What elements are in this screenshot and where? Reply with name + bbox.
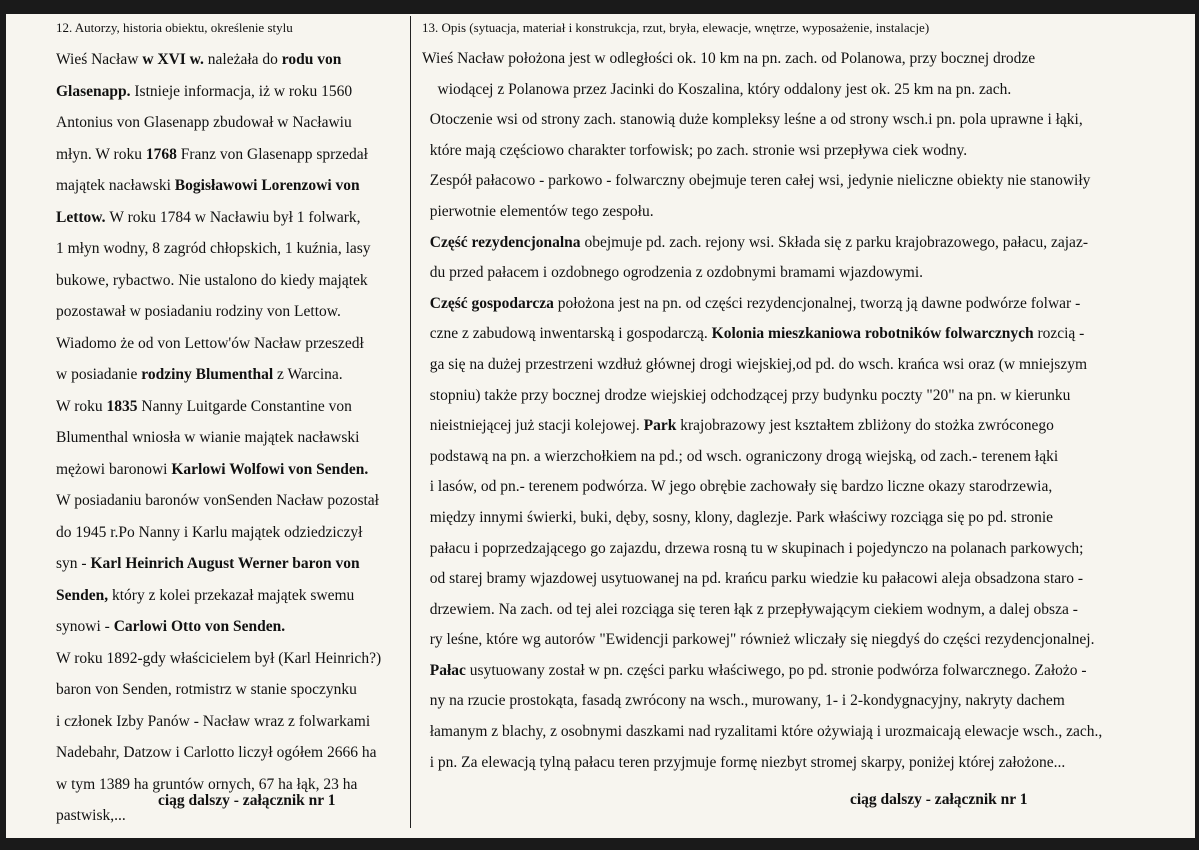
- history-text-run: Franz von Glasenapp sprzedał: [176, 145, 368, 163]
- description-text-run: ry leśne, które wg autorów "Ewidencji parkowej" również wliczały się niegdyś do części rezydencjonalnej.: [422, 631, 1095, 649]
- history-line: [56, 391, 406, 423]
- description-line: [422, 197, 1192, 228]
- history-emphasis: Karl Heinrich August Werner baron von: [90, 555, 360, 572]
- history-line: [56, 674, 406, 706]
- history-text-run: mężowi baronowi: [56, 460, 172, 478]
- description-text-run: ga się na dużej przestrzeni wzdłuż głównej drogi wiejskiej,od pd. do wsch. krańca wsi oraz (w mniejszym: [422, 355, 1088, 373]
- history-heading: 12. Autorzy, historia obiektu, określenie stylu: [56, 20, 293, 35]
- description-text-run: Zespół pałacowo - parkowo - folwarczny obejmuje teren całej wsi, jedynie nieliczne obiekty nie stanowiły: [422, 172, 1091, 190]
- history-line: [56, 328, 406, 360]
- history-line: [56, 706, 406, 738]
- description-line: [422, 228, 1192, 259]
- history-continuation-note: ciąg dalszy - załącznik nr 1: [158, 792, 336, 809]
- description-text-run: usytuowany został w pn. części parku właściwego, po pd. stronie podwórza folwarcznego. Założo -: [465, 661, 1087, 679]
- history-text-run: majątek nacławski: [56, 177, 175, 194]
- history-text-run: syn -: [56, 555, 91, 572]
- scan-border-left: [0, 0, 6, 850]
- description-line: [422, 166, 1192, 197]
- description-text-run: czne z zabudową inwentarską i gospodarczą.: [422, 325, 712, 343]
- description-line: [422, 534, 1192, 565]
- history-column: [56, 18, 406, 832]
- description-line: [422, 595, 1192, 626]
- history-text-run: pozostawał w posiadaniu rodziny von Lettow.: [56, 303, 341, 320]
- description-line: [422, 350, 1192, 381]
- history-text-run: Nanny Luitgarde Constantine von: [137, 397, 352, 415]
- history-text-run: synowi -: [56, 618, 114, 635]
- history-emphasis: rodziny Blumenthal: [141, 366, 274, 383]
- scan-border-right: [1195, 0, 1199, 850]
- history-text-run: W roku 1892-gdy właścicielem był (Karl Heinrich?): [56, 649, 382, 667]
- description-line: [422, 748, 1192, 779]
- description-text-run: i lasów, od pn.- terenem podwórza. W jego obrębie zachowały się bardzo liczne okazy starodrzewia,: [422, 478, 1053, 496]
- description-text-run: łamanym z blachy, z osobnymi daszkami nad ryzalitami które ożywiają i urozmaicają elewacje wsch., zach.,: [422, 723, 1103, 741]
- history-line: [56, 170, 406, 202]
- history-emphasis: Senden,: [56, 586, 109, 604]
- history-line: [56, 76, 406, 108]
- history-line: [56, 44, 406, 76]
- history-line: [56, 233, 406, 265]
- history-text-run: i członek Izby Panów - Nacław wraz z folwarkami: [56, 712, 371, 730]
- history-line: [56, 202, 406, 234]
- history-line: [56, 454, 406, 486]
- history-line: [56, 737, 406, 769]
- description-text-run: położona jest na pn. od części rezydencjonalnej, tworzą ją dawne podwórze folwar -: [553, 294, 1081, 312]
- description-line: [422, 381, 1192, 412]
- history-emphasis: Glasenapp.: [56, 82, 131, 100]
- description-line: [422, 442, 1192, 473]
- description-text-run: od starej bramy wjazdowej usytuowanej na pd. krańcu parku wiedzie ku pałacowi aleja obsadzona staro -: [422, 570, 1084, 588]
- description-emphasis: Pałac: [429, 661, 466, 679]
- history-text-run: Istnieje informacja, iż w roku 1560: [130, 82, 353, 100]
- history-text-run: z Warcina.: [273, 366, 343, 383]
- description-text-run: stopniu) także przy bocznej drodze wiejskiej odchodzącej przy budynku poczty "20" na pn. w kierunku: [422, 386, 1071, 404]
- history-emphasis: Lettow.: [56, 208, 106, 226]
- description-emphasis: Część gospodarcza: [429, 294, 554, 312]
- history-emphasis: 1768: [145, 145, 177, 163]
- description-line: [422, 105, 1192, 136]
- description-line: [422, 625, 1192, 656]
- history-line: [56, 517, 406, 549]
- description-text-run: Otoczenie wsi od strony zach. stanowią duże kompleksy leśne a od strony wsch.i pn. pola uprawne i łąki,: [422, 111, 1083, 129]
- description-column: [422, 18, 1192, 778]
- description-line: [422, 258, 1192, 289]
- description-text-run: pałacu i poprzedzającego go zajazdu, drzewa rosną tu w skupinach i pojedynczo na polanach parkowych;: [422, 539, 1084, 557]
- history-text-run: W roku 1784 w Nacławiu był 1 folwark,: [105, 208, 361, 226]
- history-line: [56, 611, 406, 643]
- description-text-run: [422, 234, 430, 251]
- history-text-run: Antonius von Glasenapp zbudował w Nacławiu: [56, 114, 352, 131]
- description-text-run: które mają częściowo charakter torfowisk; po zach. stronie wsi przepływa ciek wodny.: [422, 141, 968, 159]
- description-continuation-note: ciąg dalszy - załącznik nr 1: [850, 791, 1028, 808]
- description-line: [422, 472, 1192, 503]
- history-text: [56, 44, 406, 832]
- history-text-run: w tym 1389 ha gruntów ornych, 67 ha łąk, 23 ha: [56, 775, 358, 793]
- history-line: [56, 485, 406, 517]
- description-line: [422, 75, 1192, 106]
- history-text-run: Blumenthal wniosła w wianie majątek nacławski: [56, 429, 360, 446]
- history-line: [56, 296, 406, 328]
- description-text-run: [422, 662, 430, 679]
- history-emphasis: rodu von: [281, 51, 342, 68]
- description-text-run: krajobrazowy jest kształtem zbliżony do stożka zwróconego: [676, 417, 1054, 435]
- description-text-run: nieistniejącej już stacji kolejowej.: [422, 417, 644, 435]
- history-emphasis: 1835: [106, 397, 138, 415]
- history-line: [56, 422, 406, 454]
- description-line: [422, 717, 1192, 748]
- description-emphasis: Kolonia mieszkaniowa robotników folwarcznych: [711, 325, 1034, 343]
- history-emphasis: Karlowi Wolfowi von Senden.: [171, 460, 369, 478]
- description-line: [422, 564, 1192, 595]
- history-line: [56, 359, 406, 391]
- description-text-run: i pn. Za elewacją tylną pałacu teren przyjmuje formę niezbyt stromej skarpy, poniżej której założone...: [422, 753, 1066, 771]
- history-emphasis: Bogisławowi Lorenzowi von: [174, 177, 360, 194]
- description-text-run: rozcią -: [1033, 325, 1085, 343]
- history-text-run: bukowe, rybactwo. Nie ustalono do kiedy majątek: [56, 271, 368, 289]
- history-text-run: który z kolei przekazał majątek swemu: [108, 586, 355, 604]
- description-line: [422, 136, 1192, 167]
- history-line: [56, 580, 406, 612]
- history-text-run: młyn. W roku: [56, 145, 146, 163]
- description-text-run: obejmuje pd. zach. rejony wsi. Składa się z parku krajobrazowego, pałacu, zajaz-: [580, 233, 1088, 251]
- history-text-run: pastwisk,...: [56, 807, 126, 824]
- scan-border-top: [0, 0, 1199, 14]
- description-line: [422, 44, 1192, 75]
- description-emphasis: Część rezydencjonalna: [429, 233, 581, 251]
- history-text-run: w posiadanie: [56, 366, 142, 383]
- description-text-run: [422, 295, 430, 312]
- history-text-run: W roku: [56, 397, 107, 415]
- description-line: [422, 319, 1192, 350]
- history-line: [56, 139, 406, 171]
- history-text-run: baron von Senden, rotmistrz w stanie spoczynku: [56, 681, 357, 698]
- description-text-run: między innymi świerki, buki, dęby, sosny, klony, daglezje. Park właściwy rozciąga się po pd. stronie: [422, 508, 1054, 526]
- history-text-run: Nadebahr, Datzow i Carlotto liczył ogółem 2666 ha: [56, 744, 377, 761]
- history-line: [56, 265, 406, 297]
- history-text-run: Wiadomo że od von Lettow'ów Nacław przeszedł: [56, 334, 364, 352]
- description-line: [422, 503, 1192, 534]
- scan-border-bottom: [0, 838, 1199, 850]
- history-text-run: należała do: [203, 51, 282, 68]
- description-text-run: drzewiem. Na zach. od tej alei rozciąga się teren łąk z przepływającym ciekiem wodnym, a dalej obsza -: [422, 600, 1078, 618]
- description-line: [422, 656, 1192, 687]
- description-line: [422, 686, 1192, 717]
- description-line: [422, 289, 1192, 320]
- description-text-run: ny na rzucie prostokąta, fasadą zwrócony na wsch., murowany, 1- i 2-kondygnacyjny, nakryty dachem: [422, 692, 1065, 710]
- history-line: [56, 548, 406, 580]
- description-text-run: podstawą na pn. a wierzchołkiem na pd.; od wsch. ograniczony drogą wiejską, od zach.- terenem łąki: [422, 447, 1059, 465]
- history-line: [56, 643, 406, 675]
- description-emphasis: Park: [643, 417, 677, 435]
- history-text-run: 1 młyn wodny, 8 zagród chłopskich, 1 kuźnia, lasy: [56, 240, 371, 257]
- column-divider: [410, 16, 411, 828]
- description-text: [422, 44, 1192, 778]
- description-text-run: du przed pałacem i ozdobnego ogrodzenia z ozdobnymi bramami wjazdowymi.: [422, 264, 924, 282]
- history-emphasis: Carlowi Otto von Senden.: [113, 618, 286, 635]
- history-emphasis: w XVI w.: [142, 51, 204, 68]
- history-text-run: Wieś Nacław: [56, 51, 143, 68]
- description-text-run: Wieś Nacław położona jest w odległości ok. 10 km na pn. zach. od Polanowa, przy bocznej drodze: [422, 50, 1036, 67]
- description-text-run: pierwotnie elementów tego zespołu.: [422, 202, 654, 220]
- history-text-run: W posiadaniu baronów vonSenden Nacław pozostał: [56, 492, 379, 509]
- description-heading: 13. Opis (sytuacja, materiał i konstrukcja, rzut, bryła, elewacje, wnętrze, wyposażenie, instalacje): [422, 20, 930, 35]
- history-text-run: do 1945 r.Po Nanny i Karlu majątek odziedziczył: [56, 523, 363, 541]
- description-text-run: wiodącej z Polanowa przez Jacinki do Koszalina, który oddalony jest ok. 25 km na pn. zach.: [422, 80, 1012, 98]
- history-line: [56, 107, 406, 139]
- description-line: [422, 411, 1192, 442]
